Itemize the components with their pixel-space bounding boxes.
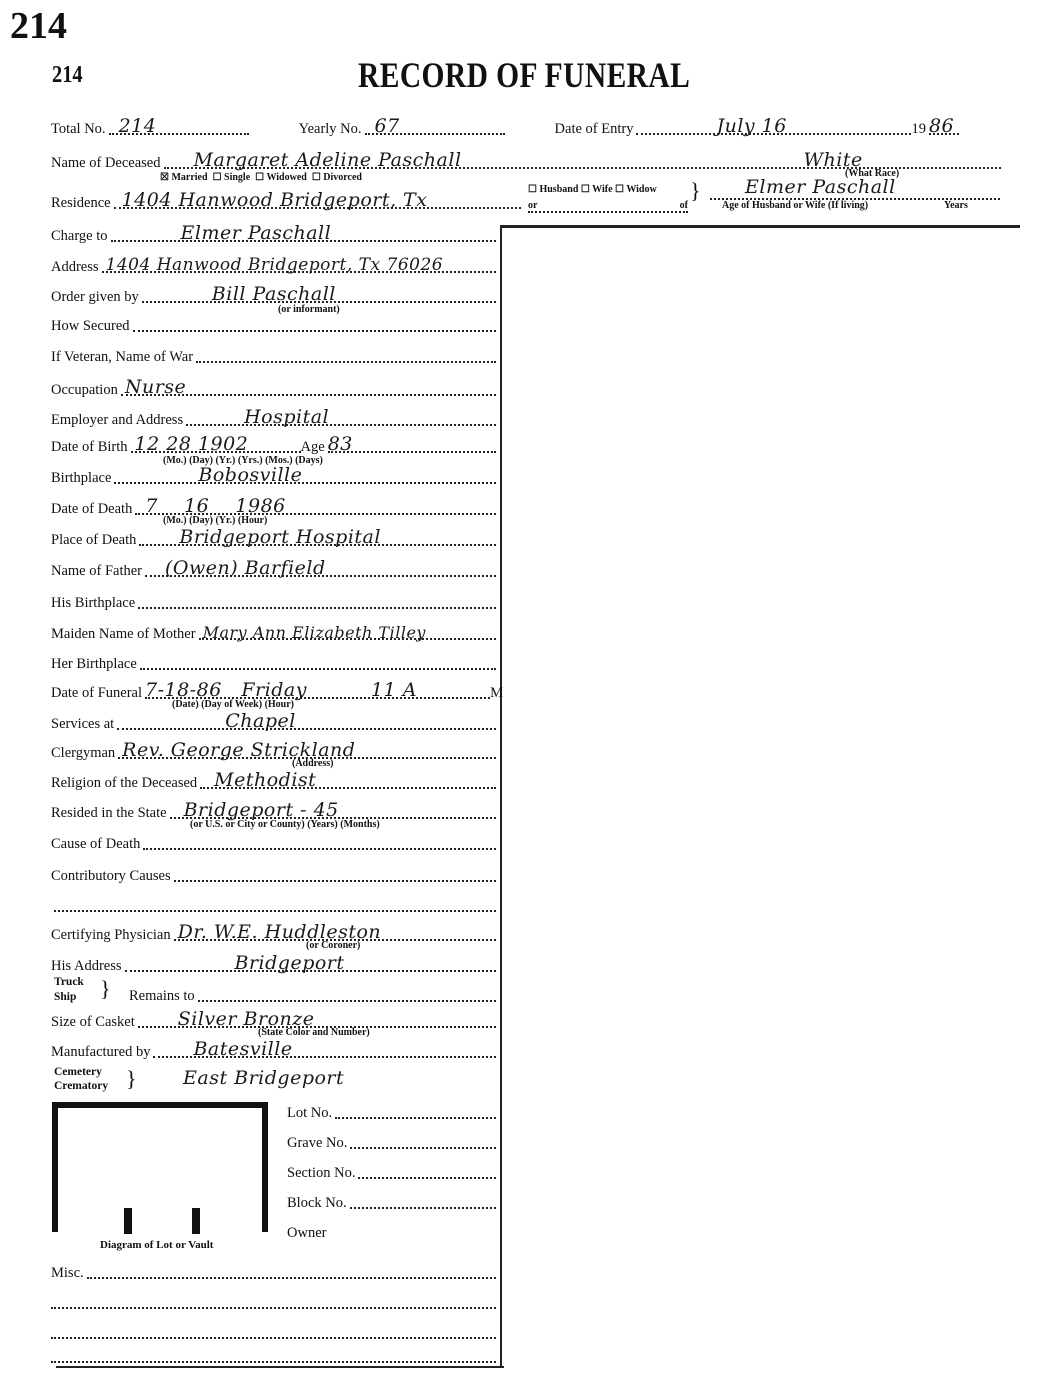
field-label: Occupation xyxy=(51,382,118,398)
grave-no-field[interactable] xyxy=(350,1127,496,1149)
field-row xyxy=(51,496,496,518)
field-row xyxy=(51,284,496,306)
religion-field[interactable] xyxy=(200,767,496,789)
spouse-options[interactable]: ☐ Husband ☐ Wife ☐ Widow xyxy=(528,184,657,195)
grave-no-label: Grave No. xyxy=(287,1135,348,1151)
contributory-field-2[interactable] xyxy=(54,890,496,912)
date-of-entry-value: July 16 xyxy=(716,115,787,137)
field-value: Mary Ann Elizabeth Tilley xyxy=(202,623,426,642)
field-value: Bridgeport - 45 xyxy=(183,799,339,821)
name-field[interactable] xyxy=(164,147,1002,169)
field-value: Bobosville xyxy=(198,464,303,486)
field-value: Dr. W.E. Huddleston xyxy=(177,921,382,943)
misc-row xyxy=(51,1344,496,1366)
field-label: Resided in the State xyxy=(51,805,167,821)
owner-field[interactable] xyxy=(329,1219,496,1239)
field-row xyxy=(129,983,496,1005)
section-no-field[interactable] xyxy=(358,1157,496,1179)
page-title: RECORD OF FUNERAL xyxy=(358,55,691,95)
misc-field-2[interactable] xyxy=(51,1287,496,1309)
residence-field[interactable] xyxy=(114,187,521,209)
year-field[interactable] xyxy=(929,113,959,135)
age-spouse-label: Age of Husband or Wife (If living) xyxy=(722,200,869,211)
physician-sub-label: (or Coroner) xyxy=(306,940,361,951)
brace-icon: } xyxy=(126,1066,137,1091)
father-field[interactable] xyxy=(145,555,496,577)
field-label: How Secured xyxy=(51,318,130,334)
field-label: Date of Death xyxy=(51,501,133,517)
field-row xyxy=(51,770,496,792)
field-label: Clergyman xyxy=(51,745,116,761)
lot-diagram xyxy=(52,1102,268,1232)
field-value: Methodist xyxy=(214,769,317,791)
field-row xyxy=(51,377,496,399)
field-label: Charge to xyxy=(51,228,108,244)
her-birthplace-field[interactable] xyxy=(140,648,496,670)
field-row xyxy=(51,313,496,335)
age-field[interactable] xyxy=(328,431,496,453)
field-label: Her Birthplace xyxy=(51,656,137,672)
cause-of-death-field[interactable] xyxy=(143,828,496,850)
race-label: (What Race) xyxy=(845,168,900,179)
cemetery-label: Cemetery Crematory xyxy=(54,1066,109,1092)
field-label: If Veteran, Name of War xyxy=(51,349,194,365)
brace-icon: } xyxy=(100,976,111,1001)
field-label: His Birthplace xyxy=(51,595,136,611)
total-no-field[interactable] xyxy=(109,113,249,135)
age-value: 83 xyxy=(327,433,353,455)
field-row xyxy=(51,434,496,456)
field-row xyxy=(51,651,496,673)
how-secured-field[interactable] xyxy=(133,310,496,332)
lot-row xyxy=(287,1130,496,1152)
residence-value: 1404 Hanwood Bridgeport, Tx xyxy=(121,189,428,211)
charge-to-field[interactable] xyxy=(111,220,496,242)
year-prefix: 19 xyxy=(911,121,926,137)
column-divider xyxy=(500,226,502,1366)
field-value: 1404 Hanwood Bridgeport, Tx 76026 xyxy=(105,255,444,275)
age-label: Age xyxy=(300,439,325,455)
field-row xyxy=(150,1066,410,1088)
manufacturer-field[interactable] xyxy=(153,1036,496,1058)
status-single[interactable]: ☐ Single xyxy=(212,172,251,183)
misc-row xyxy=(51,1290,496,1312)
top-row xyxy=(51,116,1001,138)
cemetery-field[interactable] xyxy=(153,1065,410,1089)
field-value: Elmer Paschall xyxy=(180,222,332,244)
field-label: Cause of Death xyxy=(51,836,141,852)
field-row xyxy=(51,590,496,612)
field-label: Maiden Name of Mother xyxy=(51,626,196,642)
field-value: Bridgeport Hospital xyxy=(179,526,381,548)
diagram-post-left xyxy=(124,1208,132,1234)
order-given-by-field[interactable] xyxy=(142,281,496,303)
spouse-field[interactable] xyxy=(710,176,1000,200)
field-label: Certifying Physician xyxy=(51,927,171,943)
years-label: Years xyxy=(944,200,968,211)
field-value: Rev. George Strickland xyxy=(122,739,356,761)
status-widowed[interactable]: ☐ Widowed xyxy=(255,172,307,183)
status-divorced[interactable]: ☐ Divorced xyxy=(311,172,362,183)
date-of-entry-label: Date of Entry xyxy=(554,121,634,137)
clergyman-field[interactable] xyxy=(118,737,496,759)
mother-field[interactable] xyxy=(199,618,496,640)
field-label: Manufactured by xyxy=(51,1044,151,1060)
field-row xyxy=(51,893,496,915)
bottom-rule xyxy=(56,1366,504,1368)
owner-label: Owner xyxy=(287,1225,327,1241)
field-row xyxy=(51,831,496,853)
section-no-label: Section No. xyxy=(287,1165,356,1181)
casket-sub-label: (State Color and Number) xyxy=(258,1027,370,1038)
field-row xyxy=(51,344,496,366)
diagram-caption: Diagram of Lot or Vault xyxy=(100,1239,214,1251)
block-no-field[interactable] xyxy=(350,1187,496,1209)
date-of-entry-field[interactable] xyxy=(636,113,911,135)
field-value: 12 28 1902 xyxy=(134,433,249,455)
field-label: His Address xyxy=(51,958,122,974)
field-value: Silver Bronze xyxy=(177,1008,315,1030)
field-label: Religion of the Deceased xyxy=(51,775,198,791)
field-label: Services at xyxy=(51,716,115,732)
misc-field-3[interactable] xyxy=(51,1317,496,1339)
field-row xyxy=(51,711,496,733)
birth-sub-label: (Mo.) (Day) (Yr.) (Yrs.) (Mos.) (Days) xyxy=(163,455,323,466)
field-label: Remains to xyxy=(129,988,195,1004)
field-value: 7-18-86 Friday xyxy=(145,679,307,701)
total-no-value: 214 xyxy=(118,115,157,137)
misc-field-4[interactable] xyxy=(51,1341,496,1363)
residence-label: Residence xyxy=(51,195,111,211)
field-label: Birthplace xyxy=(51,470,112,486)
misc-row xyxy=(51,1260,496,1282)
spouse-value: Elmer Paschall xyxy=(745,176,896,198)
total-no-label: Total No. xyxy=(51,121,106,137)
lot-row xyxy=(287,1220,496,1242)
field-value: Chapel xyxy=(225,710,296,732)
clergy-sub-label: (Address) xyxy=(292,758,334,769)
occupation-field[interactable] xyxy=(121,374,496,396)
record-number: 214 xyxy=(10,5,67,47)
field-value: Bill Paschall xyxy=(211,283,336,305)
field-label: Date of Funeral xyxy=(51,685,142,701)
field-label: Address xyxy=(51,259,99,275)
remains-to-field[interactable] xyxy=(198,980,496,1002)
field-value: Batesville xyxy=(193,1038,293,1060)
field-value: 7 16 1986 xyxy=(145,495,286,517)
field-value: Nurse xyxy=(124,376,187,398)
field-row xyxy=(51,922,496,944)
his-address-field[interactable] xyxy=(125,950,497,972)
field-label: Name of Father xyxy=(51,563,142,579)
lot-no-field[interactable] xyxy=(335,1097,496,1119)
field-row xyxy=(51,465,496,487)
field-row xyxy=(51,863,496,885)
misc-row xyxy=(51,1320,496,1342)
diagram-post-right xyxy=(192,1208,200,1234)
order-sub-label: (or informant) xyxy=(278,304,340,315)
yearly-no-label: Yearly No. xyxy=(298,121,362,137)
funeral-date-field[interactable] xyxy=(145,677,490,699)
employer-field[interactable] xyxy=(186,404,496,426)
section-divider xyxy=(500,225,1020,228)
lot-no-label: Lot No. xyxy=(287,1105,333,1121)
funeral-m-label: M xyxy=(490,685,503,701)
death-sub-label: (Mo.) (Day) (Yr.) (Hour) xyxy=(163,515,268,526)
field-value: (Owen) Barfield xyxy=(165,557,326,579)
lot-row xyxy=(287,1190,496,1212)
status-married[interactable]: ☒ Married xyxy=(160,172,208,183)
lot-row xyxy=(287,1100,496,1122)
field-row xyxy=(51,953,496,975)
yearly-no-value: 67 xyxy=(374,115,400,137)
field-label: Order given by xyxy=(51,289,139,305)
misc-label: Misc. xyxy=(51,1265,84,1281)
year-suffix: 86 xyxy=(928,115,955,137)
his-birthplace-field[interactable] xyxy=(138,587,496,609)
field-row xyxy=(51,740,496,762)
field-value: Hospital xyxy=(244,406,330,428)
funeral-hour: 11 A xyxy=(371,679,417,701)
field-label: Contributory Causes xyxy=(51,868,171,884)
field-value: Bridgeport xyxy=(234,952,345,974)
date-of-death-field[interactable] xyxy=(135,493,496,515)
marital-status xyxy=(160,172,362,183)
field-row xyxy=(51,254,496,276)
casket-field[interactable] xyxy=(138,1006,496,1028)
contributory-field[interactable] xyxy=(174,860,496,882)
race-value: White xyxy=(803,149,863,171)
place-of-death-field[interactable] xyxy=(139,524,496,546)
resided-sub-label: (or U.S. or City or County) (Years) (Months) xyxy=(190,819,380,830)
misc-field[interactable] xyxy=(87,1257,496,1279)
residence-row xyxy=(51,190,521,212)
services-field[interactable] xyxy=(117,708,496,730)
lot-row xyxy=(287,1160,496,1182)
brace-icon: } xyxy=(690,178,701,203)
funeral-sub-label: (Date) (Day of Week) (Hour) xyxy=(172,699,295,710)
name-label: Name of Deceased xyxy=(51,155,161,171)
truck-ship-label: Truck Ship xyxy=(54,976,84,1003)
field-label: Employer and Address xyxy=(51,412,184,428)
field-row xyxy=(51,223,496,245)
form-number: 214 xyxy=(52,62,83,88)
physician-field[interactable] xyxy=(174,919,496,941)
field-label: Place of Death xyxy=(51,532,137,548)
field-row xyxy=(51,558,496,580)
address-field[interactable] xyxy=(102,251,496,273)
field-label: Size of Casket xyxy=(51,1014,135,1030)
field-row xyxy=(51,407,496,429)
field-row xyxy=(51,621,496,643)
spouse-or: or of xyxy=(528,200,688,211)
resided-field[interactable] xyxy=(170,797,496,819)
birthplace-field[interactable] xyxy=(114,462,496,484)
field-row xyxy=(51,527,496,549)
date-of-birth-field[interactable] xyxy=(131,431,301,453)
field-label: Date of Birth xyxy=(51,439,128,455)
yearly-no-field[interactable] xyxy=(365,113,505,135)
field-row xyxy=(51,1039,496,1061)
field-value: East Bridgeport xyxy=(183,1067,345,1089)
block-no-label: Block No. xyxy=(287,1195,347,1211)
veteran-field[interactable] xyxy=(196,341,496,363)
name-value: Margaret Adeline Paschall xyxy=(193,149,462,171)
